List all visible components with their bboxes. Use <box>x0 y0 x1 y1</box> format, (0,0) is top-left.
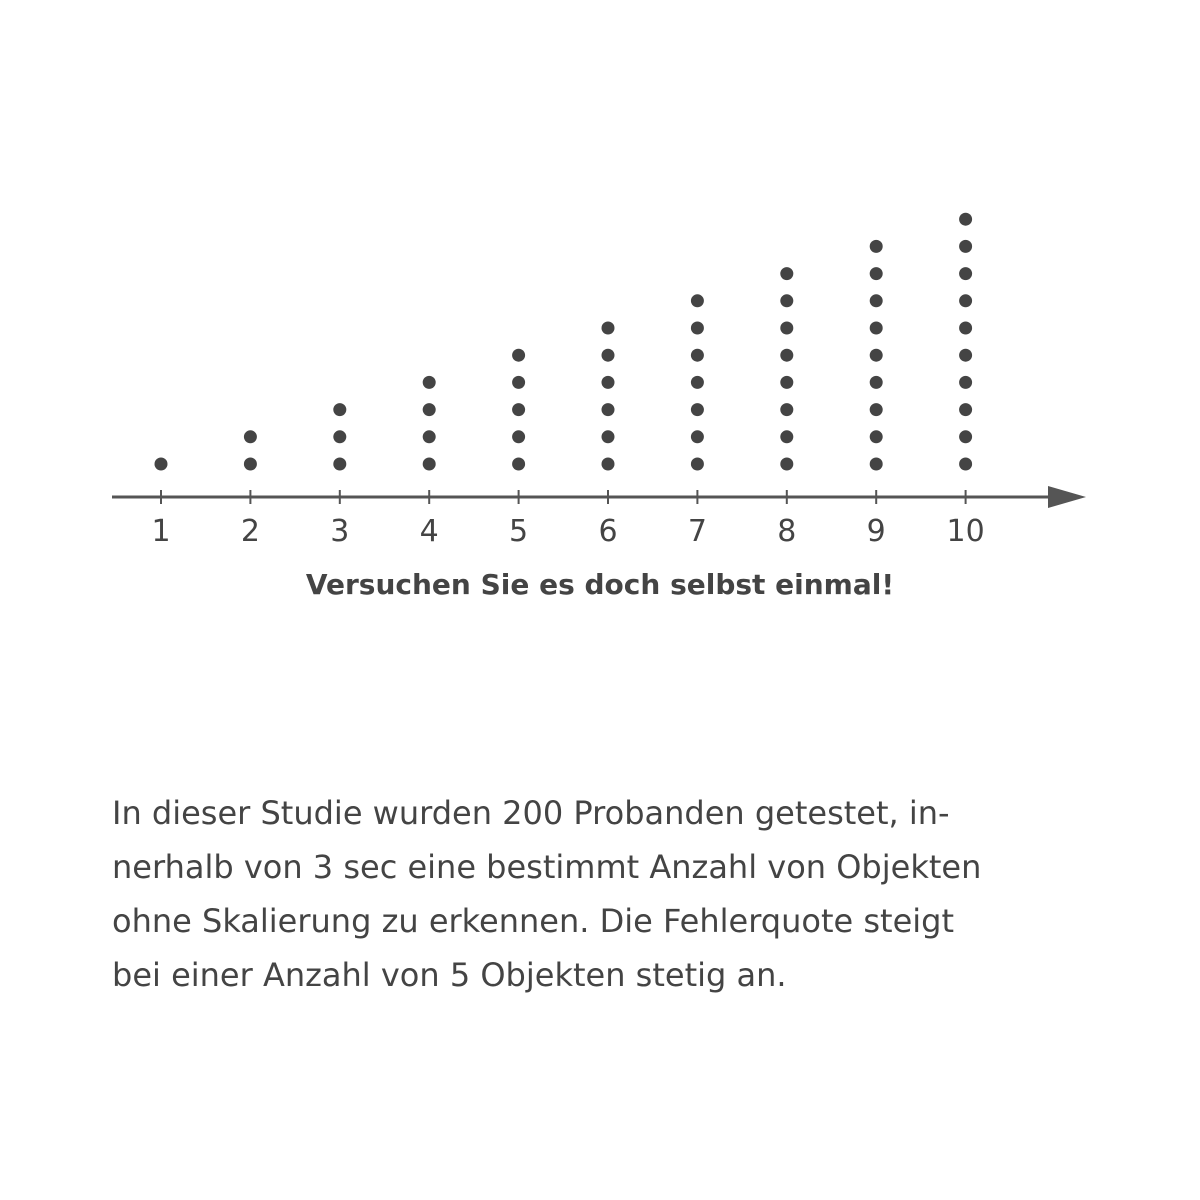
data-dot <box>780 430 793 443</box>
data-dot <box>870 240 883 253</box>
data-dot <box>691 294 704 307</box>
data-dot <box>780 349 793 362</box>
x-tick-label: 5 <box>509 514 529 549</box>
data-dot <box>870 458 883 471</box>
data-dot <box>870 322 883 335</box>
data-dot <box>602 403 615 416</box>
data-dot <box>959 267 972 280</box>
x-tick-label: 1 <box>151 514 171 549</box>
data-dot <box>870 294 883 307</box>
data-dot <box>959 430 972 443</box>
data-dot <box>333 458 346 471</box>
x-tick-label: 3 <box>330 514 350 549</box>
data-dot <box>780 294 793 307</box>
paragraph-line: nerhalb von 3 sec eine bestimmt Anzahl von Objekten <box>112 848 982 886</box>
data-dot <box>959 458 972 471</box>
dot-columns <box>155 213 973 471</box>
data-dot <box>423 430 436 443</box>
paragraph-line: ohne Skalierung zu erkennen. Die Fehlerquote steigt <box>112 902 955 940</box>
paragraph-line: bei einer Anzahl von 5 Objekten stetig an. <box>112 956 787 994</box>
data-dot <box>691 376 704 389</box>
data-dot <box>423 376 436 389</box>
data-dot <box>602 458 615 471</box>
data-dot <box>780 376 793 389</box>
x-tick-label: 7 <box>687 514 707 549</box>
data-dot <box>959 240 972 253</box>
data-dot <box>512 376 525 389</box>
data-dot <box>512 349 525 362</box>
data-dot <box>333 403 346 416</box>
data-dot <box>870 349 883 362</box>
data-dot <box>691 458 704 471</box>
data-dot <box>602 376 615 389</box>
x-axis-tick-labels <box>151 514 984 549</box>
data-dot <box>512 403 525 416</box>
x-axis-arrowhead <box>1048 486 1086 508</box>
data-dot <box>780 458 793 471</box>
data-dot <box>691 349 704 362</box>
data-dot <box>691 322 704 335</box>
data-dot <box>959 213 972 226</box>
data-dot <box>870 430 883 443</box>
chart-caption: Versuchen Sie es doch selbst einmal! <box>305 568 895 601</box>
x-tick-label: 10 <box>946 514 985 549</box>
data-dot <box>602 349 615 362</box>
data-dot <box>602 430 615 443</box>
data-dot <box>959 294 972 307</box>
data-dot <box>780 267 793 280</box>
data-dot <box>691 403 704 416</box>
data-dot <box>959 403 972 416</box>
data-dot <box>423 458 436 471</box>
data-dot <box>870 403 883 416</box>
data-dot <box>959 349 972 362</box>
data-dot <box>959 322 972 335</box>
data-dot <box>155 458 168 471</box>
data-dot <box>870 267 883 280</box>
data-dot <box>780 322 793 335</box>
data-dot <box>512 458 525 471</box>
x-tick-label: 9 <box>866 514 886 549</box>
data-dot <box>602 322 615 335</box>
data-dot <box>333 430 346 443</box>
data-dot <box>691 430 704 443</box>
x-tick-label: 8 <box>777 514 797 549</box>
paragraph-line: In dieser Studie wurden 200 Probanden getestet, in- <box>112 794 950 832</box>
description-paragraph <box>112 786 1112 1002</box>
data-dot <box>423 403 436 416</box>
data-dot <box>244 430 257 443</box>
data-dot <box>244 458 257 471</box>
data-dot <box>959 376 972 389</box>
data-dot <box>512 430 525 443</box>
x-tick-label: 6 <box>598 514 618 549</box>
data-dot <box>780 403 793 416</box>
data-dot <box>870 376 883 389</box>
x-tick-label: 4 <box>419 514 439 549</box>
x-tick-label: 2 <box>240 514 260 549</box>
